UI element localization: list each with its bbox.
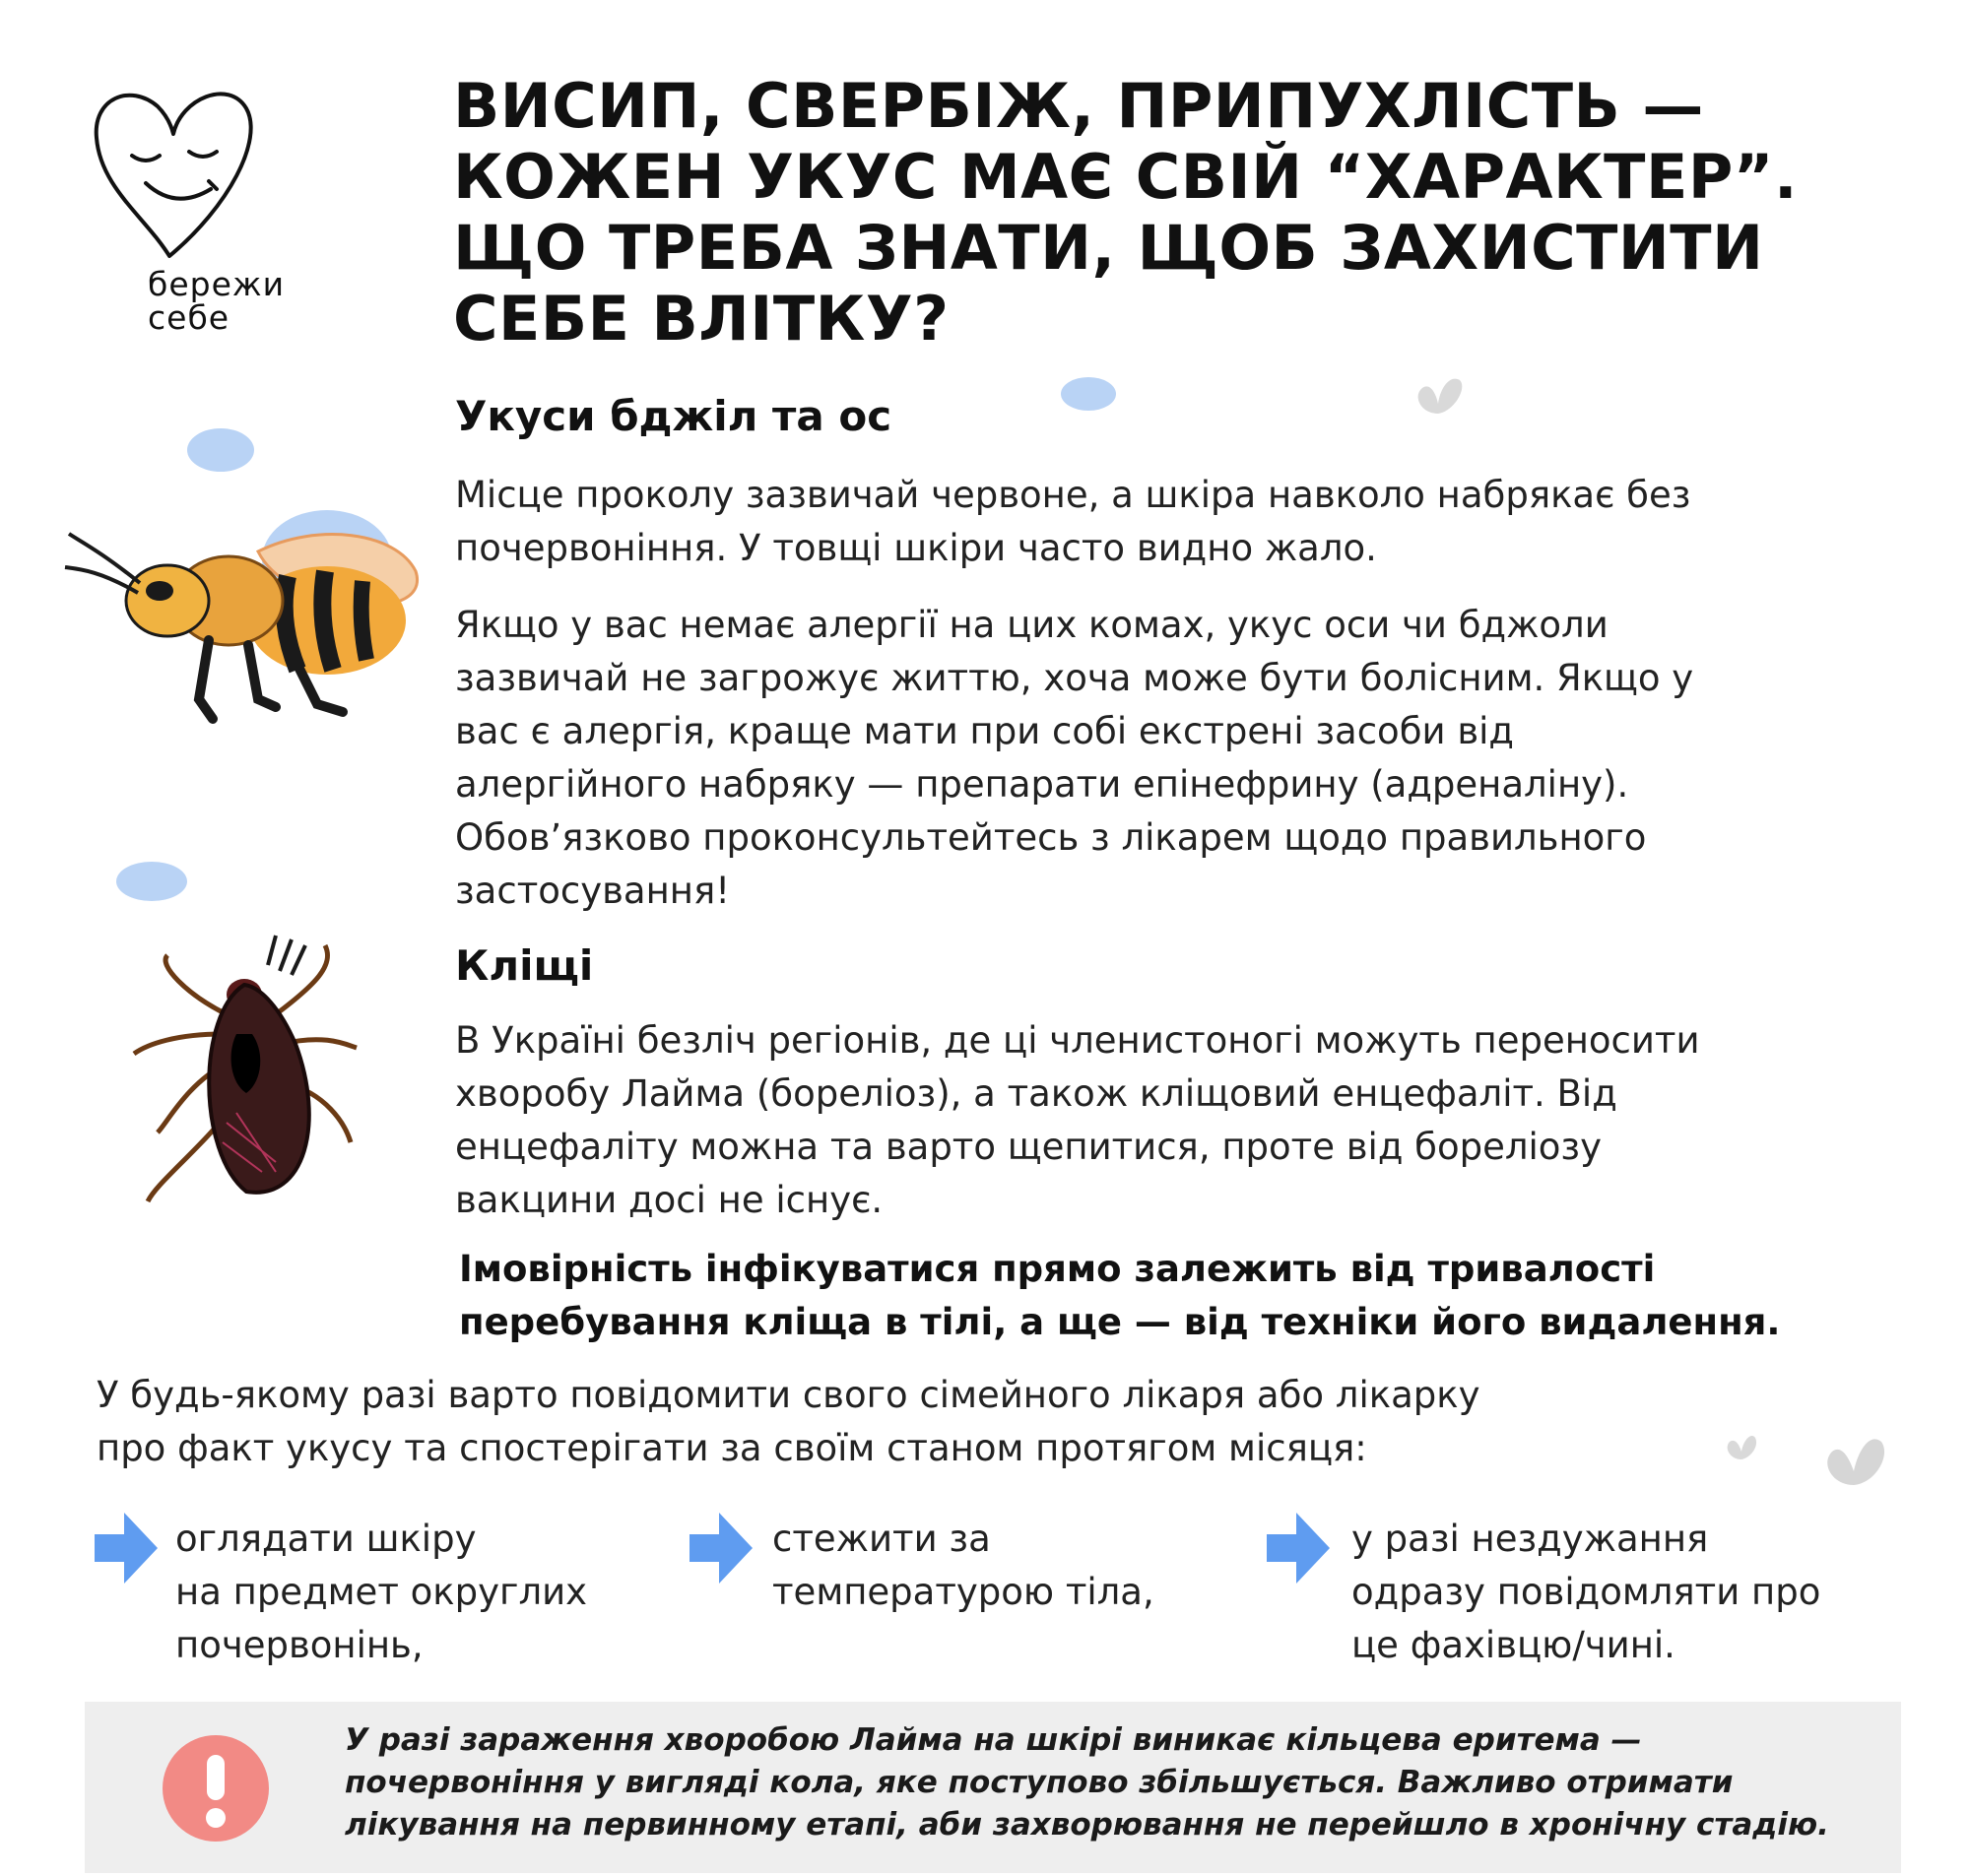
blue-blob-decoration [1059, 374, 1118, 414]
text-line: це фахівцю/чині. [1351, 1624, 1675, 1666]
text-line: У будь-якому разі варто повідомити свого сімейного лікаря або лікарку [97, 1374, 1480, 1416]
title-line: ВИСИП, СВЕРБІЖ, ПРИПУХЛІСТЬ — [453, 70, 1704, 142]
butterfly-decoration-icon [1818, 1430, 1889, 1491]
text-line: хворобу Лайма (бореліоз), а також кліщовий енцефаліт. Від [455, 1072, 1617, 1115]
text-line: застосування! [455, 870, 731, 912]
bullet-item [772, 1513, 1154, 1619]
arrow-right-icon [95, 1513, 158, 1584]
title-line: ЩО ТРЕБА ЗНАТИ, ЩОБ ЗАХИСТИТИ [453, 212, 1764, 284]
text-line: одразу повідомляти про [1351, 1571, 1821, 1613]
logo-line1: бережи [148, 265, 286, 303]
butterfly-decoration-icon [1411, 374, 1466, 418]
bees-section-title: Укуси бджіл та ос [455, 392, 892, 440]
text-line: вакцини досі не існує. [455, 1179, 884, 1221]
heart-logo-icon [91, 79, 258, 266]
text-line: про факт укусу та спостерігати за своїм станом протягом місяця: [97, 1427, 1367, 1469]
butterfly-decoration-icon [1722, 1430, 1759, 1463]
text-line: Імовірність інфікуватися прямо залежить від тривалості [459, 1248, 1656, 1290]
advice-intro [97, 1369, 1479, 1475]
text-line: зазвичай не загрожує життю, хоча може бути болісним. Якщо у [455, 657, 1694, 699]
text-line: вас є алергія, краще мати при собі екстрені засоби від [455, 710, 1514, 752]
text-line: алергійного набряку — препарати епінефрину (адреналіну). [455, 763, 1629, 806]
text-line: почервоніння. У товщі шкіри часто видно жало. [455, 527, 1377, 569]
text-line: стежити за [772, 1518, 991, 1560]
bullet-item [175, 1513, 587, 1672]
text-line: у разі нездужання [1351, 1518, 1709, 1560]
text-line: на предмет округлих [175, 1571, 588, 1613]
page-title [453, 71, 1852, 355]
text-line: оглядати шкіру [175, 1518, 477, 1560]
bees-paragraph-2 [455, 599, 1693, 918]
text-line: Якщо у вас немає алергії на цих комах, укус оси чи бджоли [455, 604, 1609, 646]
brand-logo-text [148, 265, 345, 337]
text-line: В Україні безліч регіонів, де ці членистоногі можуть переносити [455, 1019, 1700, 1062]
text-line: У разі зараження хворобою Лайма на шкірі виникає кільцева еритема — [345, 1722, 1642, 1758]
bees-paragraph-1 [455, 469, 1690, 575]
warning-text [345, 1719, 1881, 1846]
blue-blob-decoration [185, 425, 256, 475]
text-line: Місце проколу зазвичай червоне, а шкіра навколо набрякає без [455, 474, 1691, 516]
title-line: КОЖЕН УКУС МАЄ СВІЙ “ХАРАКТЕР”. [453, 141, 1799, 213]
logo-line2: себе [148, 298, 230, 337]
exclamation-icon [163, 1735, 269, 1842]
blue-blob-decoration [114, 859, 189, 904]
text-line: лікування на первинному етапі, аби захворювання не перейшло в хронічну стадію. [345, 1807, 1829, 1843]
title-line: СЕБЕ ВЛІТКУ? [453, 283, 950, 355]
arrow-right-icon [1267, 1513, 1330, 1584]
ticks-section-title: Кліщі [455, 941, 594, 990]
text-line: енцефаліту можна та варто щепитися, проте від бореліозу [455, 1126, 1603, 1168]
text-line: температурою тіла, [772, 1571, 1154, 1613]
bee-illustration [61, 492, 426, 729]
text-line: Обов’язково проконсультейтесь з лікарем щодо правильного [455, 816, 1647, 859]
tick-illustration [128, 926, 364, 1211]
arrow-right-icon [690, 1513, 753, 1584]
text-line: почервоніння у вигляді кола, яке поступово збільшується. Важливо отримати [345, 1765, 1734, 1800]
text-line: почервонінь, [175, 1624, 424, 1666]
text-line: перебування кліща в тілі, а ще — від техніки його видалення. [459, 1301, 1781, 1343]
bullet-item [1351, 1513, 1820, 1672]
ticks-emphasis [459, 1243, 1780, 1349]
ticks-paragraph [455, 1014, 1700, 1227]
